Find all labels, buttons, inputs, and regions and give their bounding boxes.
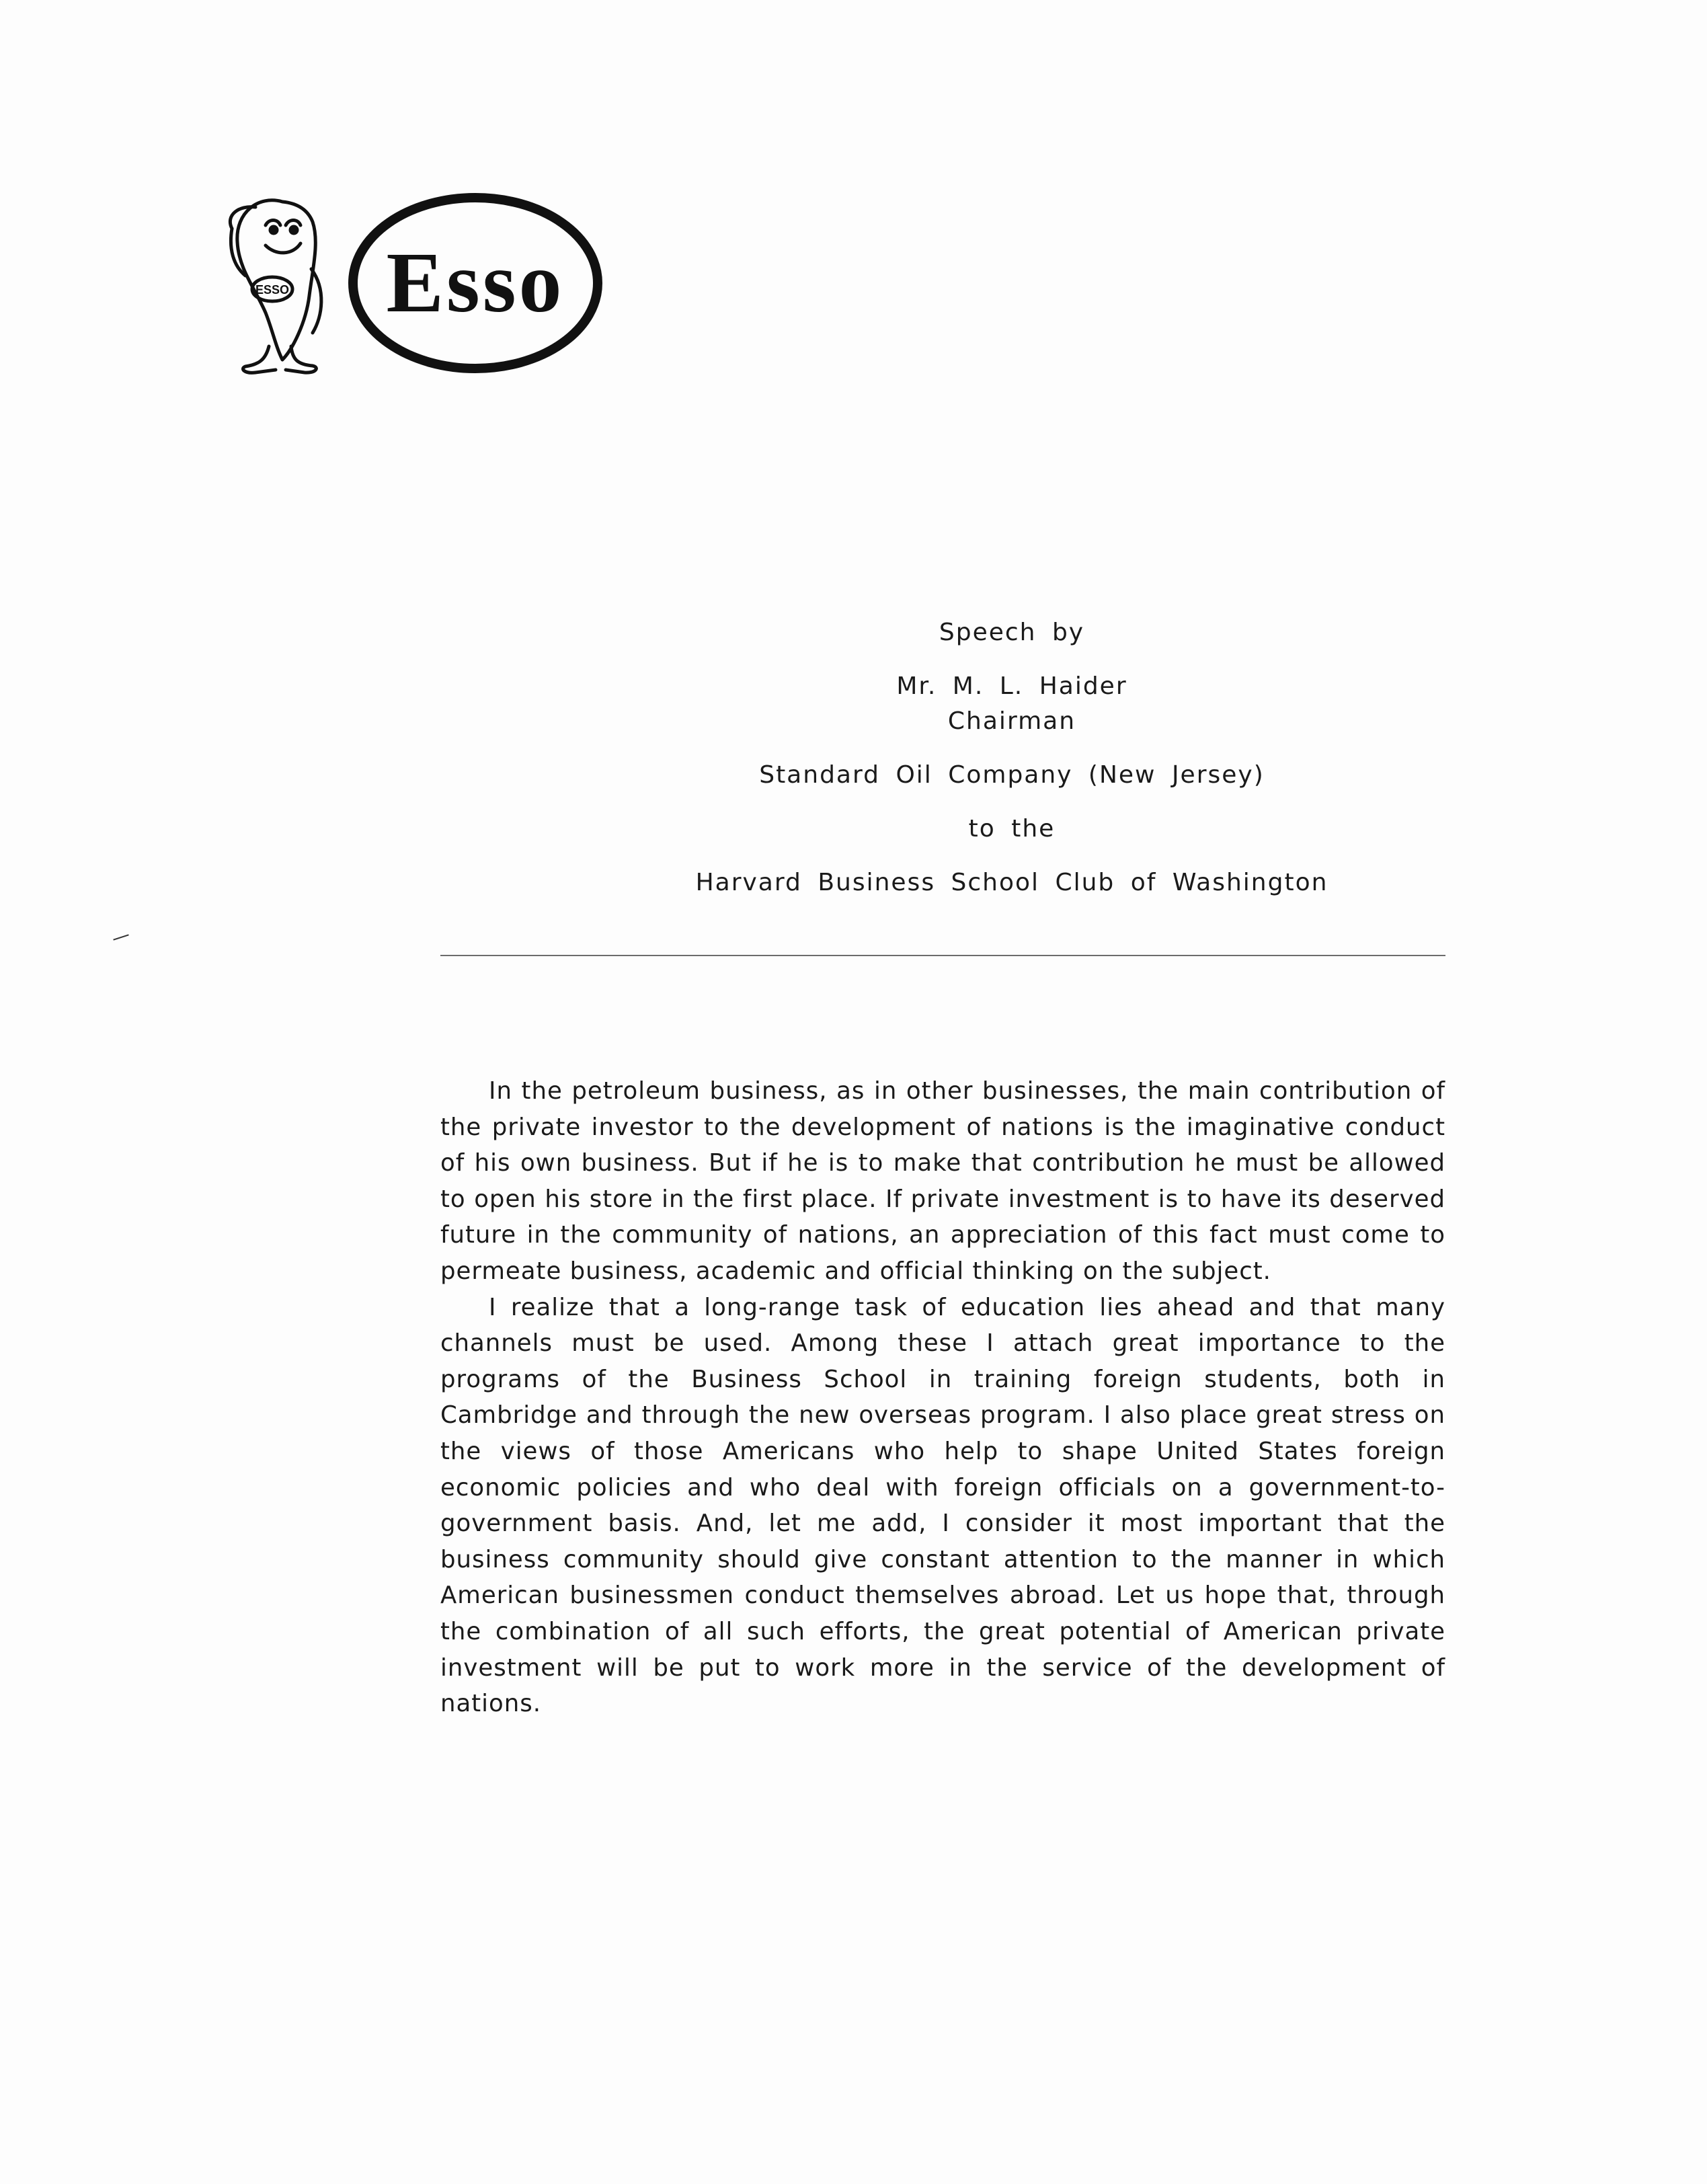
header-divider (440, 955, 1445, 956)
esso-logo-text: Esso (386, 235, 565, 330)
paragraph: I realize that a long-range task of education lies ahead and that many channels must be used. Among these I attach great importance to the programs of the Business School in training foreign students, both in Cambridge and through the new overseas program. I also place great stress on the views of those Americans who help to shape United States foreign economic policies and who deal with foreign officials on a government-to-government basis. And, let me add, I consider it most important that the business community should give constant attention to the manner in which American businessmen conduct themselves abroad. Let us hope that, through the combination of all such efforts, the great potential of American private investment will be put to work more in the service of the development of nations. (440, 1293, 1445, 1718)
header-speaker-title: Chairman (947, 707, 1076, 735)
header-speech-by: Speech by (939, 619, 1085, 646)
header-speaker-name: Mr. M. L. Haider (896, 672, 1127, 700)
speech-body (440, 1073, 1445, 1722)
header-to-the: to the (968, 815, 1056, 843)
header-audience: Harvard Business School Club of Washington (695, 869, 1328, 896)
speech-header (444, 615, 1580, 900)
esso-drop-mascot-icon (219, 188, 340, 383)
stray-pen-mark (113, 934, 128, 940)
esso-logo (347, 192, 604, 375)
mascot-badge-text: ESSO (255, 283, 290, 297)
header-company: Standard Oil Company (New Jersey) (759, 761, 1265, 789)
paragraph: In the petroleum business, as in other businesses, the main contribution of the private investor to the development of nations is the imaginative conduct of his own business. But if he is to make that contribution he must be allowed to open his store in the first place. If private investment is to have its deserved future in the community of nations, an appreciation of this fact must come to permeate business, academic and official thinking on the subject. (440, 1077, 1445, 1285)
